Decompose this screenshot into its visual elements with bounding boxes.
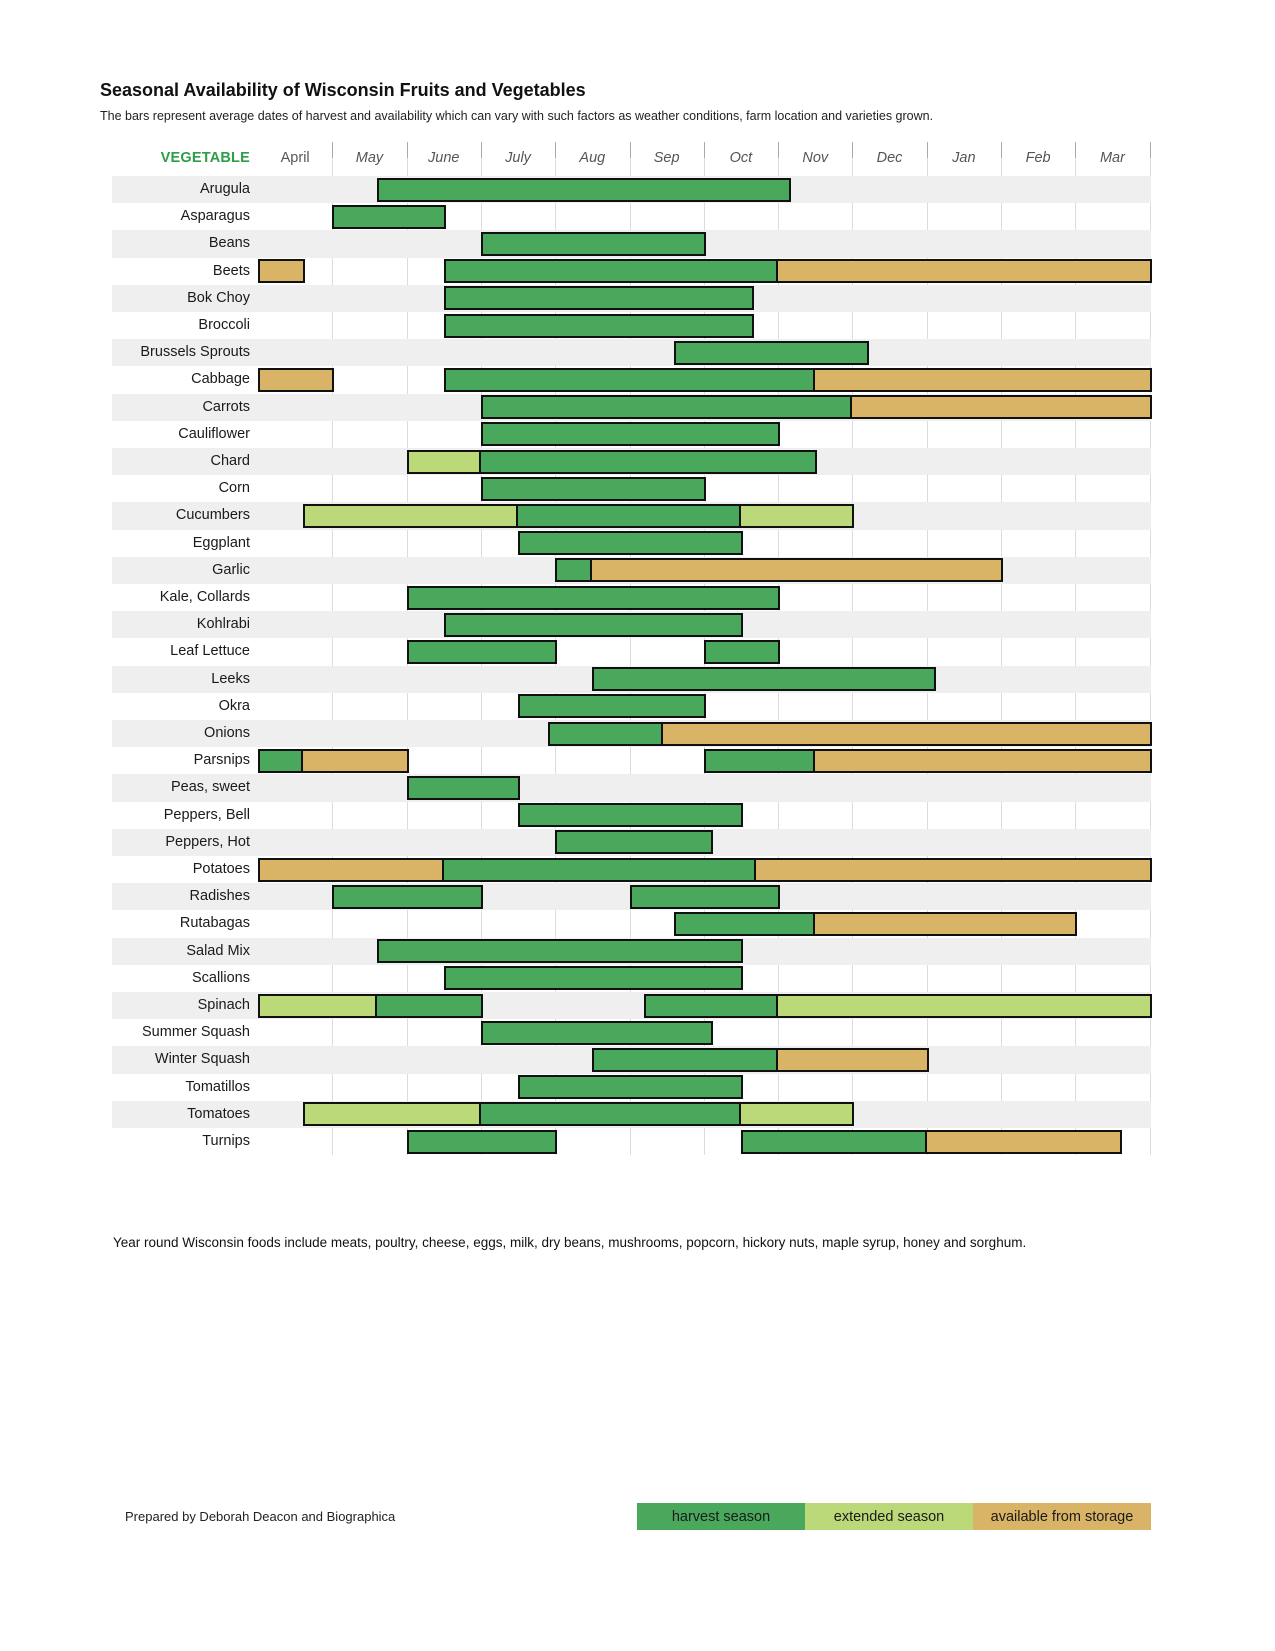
row-label-arugula: Arugula bbox=[200, 181, 250, 197]
bar-segment-harvest bbox=[674, 912, 817, 936]
bar-segment-harvest bbox=[518, 531, 743, 555]
row-label-tomatillos: Tomatillos bbox=[185, 1078, 250, 1095]
page-subtitle: The bars represent average dates of harvest and availability which can vary with such factors as weather conditions, farm location and varieties grown. bbox=[100, 109, 934, 123]
legend-item-harvest: harvest season bbox=[637, 1503, 805, 1530]
row-label-okra: Okra bbox=[218, 697, 250, 714]
row-label-tomatoes: Tomatoes bbox=[187, 1105, 250, 1122]
bar-segment-harvest bbox=[518, 694, 706, 718]
bar-segment-harvest bbox=[674, 341, 869, 365]
month-tick bbox=[407, 142, 408, 158]
row-stripe bbox=[112, 339, 1151, 366]
vegetable-column-header: VEGETABLE bbox=[160, 150, 250, 166]
bar-segment-harvest bbox=[442, 858, 758, 882]
bar-segment-harvest bbox=[258, 749, 305, 773]
row-label-asparagus: Asparagus bbox=[180, 208, 250, 225]
month-header-oct: Oct bbox=[729, 150, 753, 166]
month-header-july: July bbox=[505, 150, 531, 166]
bar-segment-harvest bbox=[592, 667, 936, 691]
bar-segment-storage bbox=[661, 722, 1152, 746]
month-header-may: May bbox=[355, 150, 384, 166]
bar-segment-harvest bbox=[332, 205, 445, 229]
bar-segment-harvest bbox=[481, 477, 706, 501]
row-label-cucumbers: Cucumbers bbox=[175, 507, 250, 524]
bar-segment-harvest bbox=[516, 504, 743, 528]
bar-segment-harvest bbox=[444, 314, 754, 338]
row-label-onions: Onions bbox=[204, 725, 250, 741]
row-label-brussels-sprouts: Brussels Sprouts bbox=[140, 344, 250, 361]
bar-segment-storage bbox=[258, 858, 446, 882]
credit-line: Prepared by Deborah Deacon and Biographica bbox=[125, 1509, 396, 1524]
bar-segment-harvest bbox=[481, 422, 780, 446]
row-label-turnips: Turnips bbox=[202, 1133, 250, 1149]
bar-segment-harvest bbox=[555, 830, 713, 854]
month-tick bbox=[1075, 142, 1076, 158]
bar-segment-storage bbox=[813, 912, 1077, 936]
month-tick bbox=[555, 142, 556, 158]
bar-segment-harvest bbox=[518, 1075, 743, 1099]
month-header-aug: Aug bbox=[579, 150, 606, 166]
row-label-chard: Chard bbox=[210, 453, 250, 469]
bar-segment-harvest bbox=[407, 640, 558, 664]
legend-item-storage: available from storage bbox=[973, 1503, 1151, 1530]
month-header-feb: Feb bbox=[1025, 150, 1051, 166]
month-header-jan: Jan bbox=[952, 150, 976, 166]
bar-segment-harvest bbox=[479, 450, 817, 474]
bar-segment-harvest bbox=[407, 1130, 558, 1154]
bar-segment-harvest bbox=[444, 286, 754, 310]
row-label-peas-sweet: Peas, sweet bbox=[171, 779, 250, 796]
bar-segment-harvest bbox=[479, 1102, 743, 1126]
row-label-leaf-lettuce: Leaf Lettuce bbox=[170, 643, 250, 660]
bar-segment-harvest bbox=[375, 994, 483, 1018]
bar-segment-extended bbox=[776, 994, 1152, 1018]
row-label-kale-collards: Kale, Collards bbox=[159, 589, 250, 605]
bar-segment-harvest bbox=[481, 1021, 713, 1045]
row-label-spinach: Spinach bbox=[197, 997, 250, 1013]
bar-segment-storage bbox=[813, 749, 1151, 773]
month-tick bbox=[1001, 142, 1002, 158]
bar-segment-harvest bbox=[592, 1048, 780, 1072]
row-label-beans: Beans bbox=[208, 235, 250, 252]
bar-segment-harvest bbox=[444, 259, 780, 283]
bar-segment-harvest bbox=[644, 994, 780, 1018]
row-label-beets: Beets bbox=[212, 262, 250, 279]
bar-segment-harvest bbox=[407, 776, 520, 800]
bar-segment-harvest bbox=[481, 395, 855, 419]
row-label-cabbage: Cabbage bbox=[191, 371, 250, 388]
row-stripe bbox=[112, 774, 1151, 801]
row-label-winter-squash: Winter Squash bbox=[154, 1051, 250, 1068]
month-tick bbox=[778, 142, 779, 158]
bar-segment-harvest bbox=[407, 586, 781, 610]
bar-segment-storage bbox=[301, 749, 409, 773]
row-label-leeks: Leeks bbox=[211, 670, 250, 687]
bar-segment-harvest bbox=[704, 640, 780, 664]
bar-segment-harvest bbox=[555, 558, 594, 582]
month-tick bbox=[1150, 142, 1151, 158]
bar-segment-storage bbox=[754, 858, 1152, 882]
month-tick bbox=[332, 142, 333, 158]
bar-segment-harvest bbox=[518, 803, 743, 827]
row-label-corn: Corn bbox=[218, 480, 250, 497]
bar-segment-storage bbox=[925, 1130, 1122, 1154]
row-label-parsnips: Parsnips bbox=[193, 752, 250, 769]
month-header-april: April bbox=[280, 150, 310, 166]
month-header-mar: Mar bbox=[1099, 150, 1125, 166]
row-label-summer-squash: Summer Squash bbox=[142, 1024, 250, 1041]
row-label-bok-choy: Bok Choy bbox=[187, 289, 250, 306]
row-label-eggplant: Eggplant bbox=[192, 534, 250, 551]
bar-segment-storage bbox=[776, 1048, 929, 1072]
bar-segment-harvest bbox=[704, 749, 817, 773]
bar-segment-storage bbox=[258, 259, 305, 283]
bar-segment-harvest bbox=[481, 232, 706, 256]
month-header-sep: Sep bbox=[653, 150, 680, 166]
row-label-kohlrabi: Kohlrabi bbox=[196, 616, 250, 633]
year-round-foods-note: Year round Wisconsin foods include meats, poultry, cheese, eggs, milk, dry beans, mushrooms, popcorn, hickory nuts, maple syrup, honey and sorghum. bbox=[113, 1235, 1027, 1250]
month-header-nov: Nov bbox=[802, 150, 829, 166]
bar-segment-harvest bbox=[377, 178, 791, 202]
row-label-broccoli: Broccoli bbox=[198, 317, 250, 333]
month-header-june: June bbox=[428, 150, 460, 166]
bar-segment-storage bbox=[590, 558, 1003, 582]
bar-segment-extended bbox=[303, 504, 520, 528]
month-tick bbox=[481, 142, 482, 158]
month-header-dec: Dec bbox=[876, 150, 903, 166]
month-tick bbox=[927, 142, 928, 158]
page-title: Seasonal Availability of Wisconsin Fruits and Vegetables bbox=[100, 80, 586, 100]
bar-segment-storage bbox=[850, 395, 1151, 419]
bar-segment-harvest bbox=[332, 885, 483, 909]
row-label-garlic: Garlic bbox=[212, 561, 250, 578]
row-label-cauliflower: Cauliflower bbox=[178, 425, 250, 442]
row-label-rutabagas: Rutabagas bbox=[179, 915, 250, 932]
row-label-peppers-hot: Peppers, Hot bbox=[165, 833, 250, 850]
month-tick bbox=[630, 142, 631, 158]
row-label-potatoes: Potatoes bbox=[192, 861, 250, 877]
bar-segment-extended bbox=[739, 1102, 854, 1126]
bar-segment-harvest bbox=[741, 1130, 929, 1154]
row-label-peppers-bell: Peppers, Bell bbox=[163, 806, 250, 823]
bar-segment-harvest bbox=[548, 722, 665, 746]
month-tick bbox=[852, 142, 853, 158]
bar-segment-storage bbox=[776, 259, 1152, 283]
bar-segment-extended bbox=[407, 450, 483, 474]
bar-segment-extended bbox=[258, 994, 379, 1018]
bar-segment-harvest bbox=[444, 368, 818, 392]
bar-segment-storage bbox=[258, 368, 334, 392]
row-label-scallions: Scallions bbox=[191, 969, 250, 986]
legend-item-extended: extended season bbox=[805, 1503, 973, 1530]
bar-segment-harvest bbox=[377, 939, 743, 963]
row-label-carrots: Carrots bbox=[202, 398, 250, 415]
row-label-salad-mix: Salad Mix bbox=[186, 942, 250, 959]
month-tick bbox=[704, 142, 705, 158]
row-label-radishes: Radishes bbox=[189, 888, 250, 905]
bar-segment-harvest bbox=[444, 613, 743, 637]
bar-segment-extended bbox=[739, 504, 854, 528]
bar-segment-extended bbox=[303, 1102, 483, 1126]
bar-segment-harvest bbox=[630, 885, 781, 909]
bar-segment-storage bbox=[813, 368, 1151, 392]
bar-segment-harvest bbox=[444, 966, 743, 990]
